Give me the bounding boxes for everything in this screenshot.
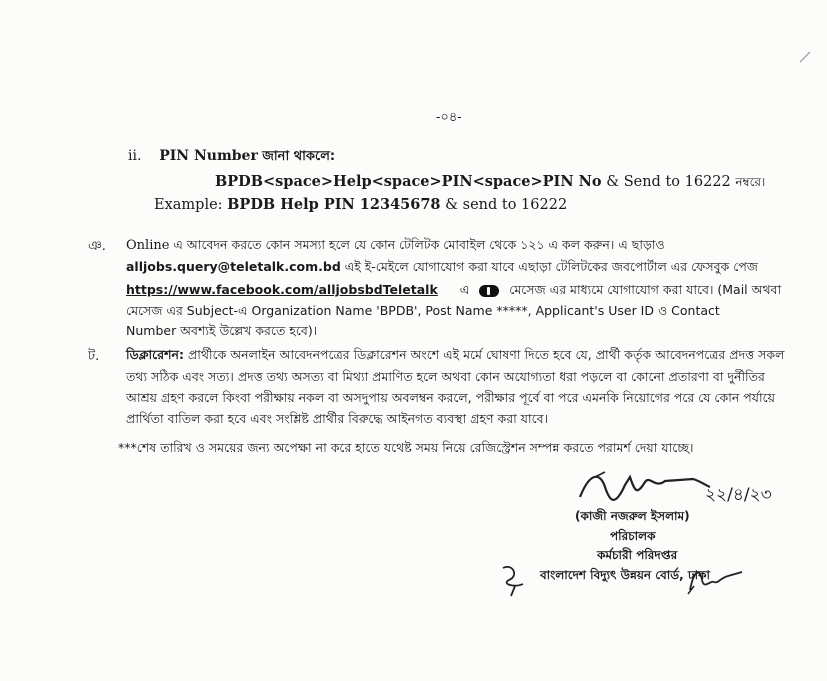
facebook-page-link: https://www.facebook.com/alljobsbdTeletalk <box>126 282 438 297</box>
declaration-text-1: প্রার্থীকে অনলাইন আবেদনপত্রের ডিক্লারেশন অংশে এই মর্মে ঘোষণা দিতে হবে যে, প্রার্থী কর্তৃক আবেদনপত্রের প্রদত্ত সকল <box>187 347 785 362</box>
pin-section-heading <box>128 147 335 168</box>
page-number: -০৪- <box>436 110 462 125</box>
pin-format-suffix: নম্বরে। <box>735 175 766 189</box>
initial-mark-right-icon <box>680 560 750 602</box>
signatory-organization: বাংলাদেশ বিদ্যুৎ উন্নয়ন বোর্ড, ঢাকা <box>540 568 710 582</box>
item-online-help <box>88 237 782 338</box>
corner-mark-icon <box>798 50 812 64</box>
pin-format-text: BPDB<space>Help<space>PIN<space>PIN No <box>215 173 602 190</box>
signature-date: ২২/৪/২৩ <box>705 485 772 505</box>
pin-example-line <box>154 196 567 213</box>
pin-format-line <box>215 173 765 194</box>
registration-note: ***শেষ তারিখ ও সময়ের জন্য অপেক্ষা না করে হাতে যথেষ্ট সময় নিয়ে রেজিস্ট্রেশন সম্পন্ন করতে পরামর্শ দেয়া যাচ্ছে। <box>118 440 694 455</box>
pin-example-text: BPDB Help PIN 12345678 <box>227 196 441 213</box>
support-email: alljobs.query@teletalk.com.bd <box>126 259 341 274</box>
declaration-line-2: তথ্য সঠিক এবং সত্য। প্রদত্ত তথ্য অসত্য বা মিথ্যা প্রমাণিত হলে অথবা কোন অযোগ্যতা ধরা পড়লে বা কোনো প্রতারণা বা দুর্নীতির <box>126 369 765 384</box>
pin-format-send: & Send to 16222 <box>606 174 731 190</box>
online-help-line-2 <box>126 259 758 279</box>
online-word: Online <box>126 238 170 253</box>
item-declaration <box>88 347 785 437</box>
online-help-text-3a: এ <box>459 282 470 297</box>
online-help-line-5: Number অবশ্যই উল্লেখ করতে হবে)। <box>126 323 318 338</box>
signatory-title: পরিচালক <box>610 529 656 543</box>
declaration-line-4: প্রার্থিতা বাতিল করা হবে এবং সংশ্লিষ্ট প্রার্থীর বিরুদ্ধে আইনগত ব্যবস্থা গ্রহণ করা যাবে। <box>126 411 549 426</box>
initial-mark-left-icon <box>495 558 535 598</box>
online-help-text-1: এ আবেদন করতে কোন সমস্যা হলে যে কোন টেলিটক মোবাইল থেকে ১২১ এ কল করুন। এ ছাড়াও <box>173 237 665 252</box>
facebook-messenger-icon <box>479 285 499 297</box>
pin-section-marker: ii. <box>128 148 142 164</box>
online-help-line-4: মেসেজ এর Subject-এ Organization Name 'BPDB', Post Name *****, Applicant's User ID ও Contact <box>126 303 720 318</box>
declaration-line-1 <box>126 347 784 367</box>
online-help-line-3 <box>126 282 781 302</box>
item-marker: ট. <box>88 349 100 364</box>
pin-example-label: Example: <box>154 197 223 213</box>
online-help-text-2: এই ই-মেইলে যোগাযোগ করা যাবে এছাড়া টেলিটকের জবপোর্টাল এর ফেসবুক পেজ <box>344 259 758 274</box>
pin-heading-en: PIN Number <box>159 148 258 164</box>
declaration-line-3: আশ্রয় গ্রহণ করলে কিংবা পরীক্ষায় নকল বা অসদুপায় অবলম্বন করলে, পরীক্ষার পূর্বে বা পরে এমনকি নিয়োগের পরে যে কোন পর্যায়ে <box>126 390 776 405</box>
declaration-label: ডিক্লারেশন: <box>126 347 184 362</box>
pin-heading-bn: জানা থাকলে: <box>262 149 336 164</box>
item-marker: ঞ. <box>88 239 106 254</box>
online-help-text-3b: মেসেজ এর মাধ্যমে যোগাযোগ করা যাবে। (Mail অথবা <box>509 282 782 297</box>
online-help-line-1 <box>126 237 665 257</box>
pin-example-send: & send to 16222 <box>445 197 568 213</box>
signatory-name: (কাজী নজরুল ইসলাম) <box>575 509 690 523</box>
signatory-department: কর্মচারী পরিদপ্তর <box>597 548 678 562</box>
